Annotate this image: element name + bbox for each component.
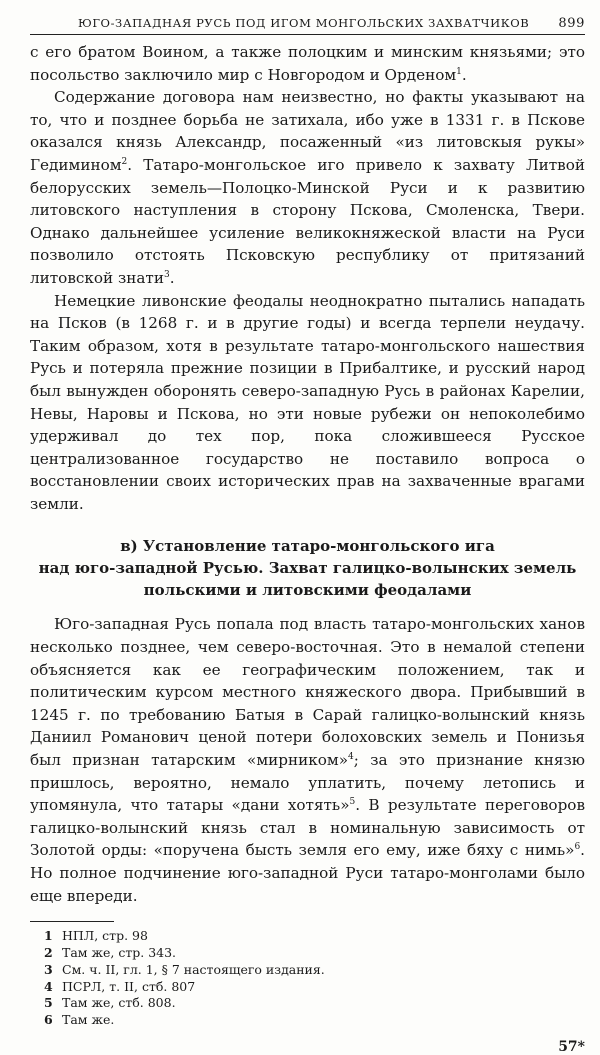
book-page <box>30 14 586 1055</box>
footnote-item <box>30 928 585 945</box>
signature-mark: 57* <box>558 1038 585 1055</box>
footnote-number: 6 <box>44 1012 53 1028</box>
footnote-item <box>30 962 585 979</box>
footnote-item <box>30 1012 585 1029</box>
footnote-number: 1 <box>44 928 53 944</box>
page-number: 899 <box>558 16 585 31</box>
paragraph-3: Немецкие ливонские феодалы неоднократно пытались нападать на Псков (в 1268 г. и в другие годы) и всегда терпели неудачу. Таким образом, хотя в результате татаро-монгольского нашествия Русь и потеряла прежние позиции в Прибалтике, и русский народ был вынужден оборонять северо-западную Русь в районах Карелии, Невы, Наровы и Пскова, но эти новые рубежи он непоколебимо удерживал до тех пор, пока сложившееся Русское централизованное государство не поставило вопроса о восстановлении своих исторических прав на захваченные врагами земли. <box>30 291 585 513</box>
footnote-ref[interactable]: 2 <box>121 156 128 167</box>
footnote-item <box>30 979 585 996</box>
footnote-number: 4 <box>44 978 53 994</box>
footnote-ref[interactable]: 6 <box>574 842 581 853</box>
section-heading-line: в) Установление татаро-монгольского ига <box>120 537 495 556</box>
paragraph-4: Юго-западная Русь попала под власть татаро-монгольских ханов несколько позднее, чем северо-восточная. Это в немалой степени объясняется как ее географическим положением, так и политическим курсом местного княжеского двора. Прибывший в 1245 г. по требованию Батыя в Сарай галицко-волынский князь Даниил Романович ценой потери болоховских земель и Понизья был признан татарским «мирником»$^4$; за это признание князю пришлось, вероятно, немало уплатить, почему летопись и упомянула, что татары «дани хотять»$^5$. В результате переговоров галицко-волынский князь стал в номинальную зависимость от Золотой орды: «поручена бысть земля его ему, иже бяху с нимь»$^6$. Но полное подчинение юго-западной Руси татаро-монголами было еще впереди. <box>30 615 586 905</box>
section-heading-line: польскими и литовскими феодалами <box>143 581 472 600</box>
footnote-text: НПЛ, стр. 98 <box>62 928 148 944</box>
footnote-item <box>30 945 585 962</box>
footnote-number: 5 <box>44 995 53 1011</box>
footnote-text: См. ч. II, гл. 1, § 7 настоящего издания. <box>62 961 325 977</box>
footnote-ref[interactable]: 5 <box>349 797 356 808</box>
footnote-text: Там же, стб. 808. <box>62 995 176 1011</box>
running-title: ЮГО-ЗАПАДНАЯ РУСЬ ПОД ИГОМ МОНГОЛЬСКИХ ЗАХВАТЧИКОВ <box>78 16 530 30</box>
footnote-item <box>30 995 585 1012</box>
footnote-ref[interactable]: 1 <box>456 66 462 77</box>
footnotes <box>30 928 585 1029</box>
paragraph-2: Содержание договора нам неизвестно, но факты указывают на то, что и позднее борьба не затихала, ибо уже в 1331 г. в Пскове оказался князь Александр, посаженный «из литовскыя рукы» Гедимином$^2$. Татаро-монгольское иго привело к захвату Литвой белорусских земель—Полоцко-Минской Руси и к развитию литовского наступления в сторону Пскова, Смоленска, Твери. Однако дальнейшее усиление великокняжеской власти на Руси позволило отстоять Псковскую республику от притязаний литовской знати$^3$. <box>30 88 585 287</box>
body-text <box>30 41 585 907</box>
footnote-text: Там же, стр. 343. <box>62 944 177 960</box>
footnote-divider <box>30 921 114 922</box>
footnote-text: Там же. <box>62 1012 115 1028</box>
running-head <box>30 14 585 35</box>
section-heading <box>30 535 585 601</box>
footnote-number: 3 <box>44 961 53 977</box>
paragraph-1: с его братом Воином, а также полоцким и минским князьями; это посольство заключило мир с Новгородом и Орденом$^1$. <box>30 43 585 84</box>
footnote-ref[interactable]: 3 <box>163 269 170 280</box>
footnote-number: 2 <box>44 944 53 960</box>
footnote-text: ПСРЛ, т. II, стб. 807 <box>62 978 196 994</box>
section-heading-line: над юго-западной Русью. Захват галицко-волынских земель <box>38 559 577 578</box>
footnote-ref[interactable]: 4 <box>348 751 354 762</box>
